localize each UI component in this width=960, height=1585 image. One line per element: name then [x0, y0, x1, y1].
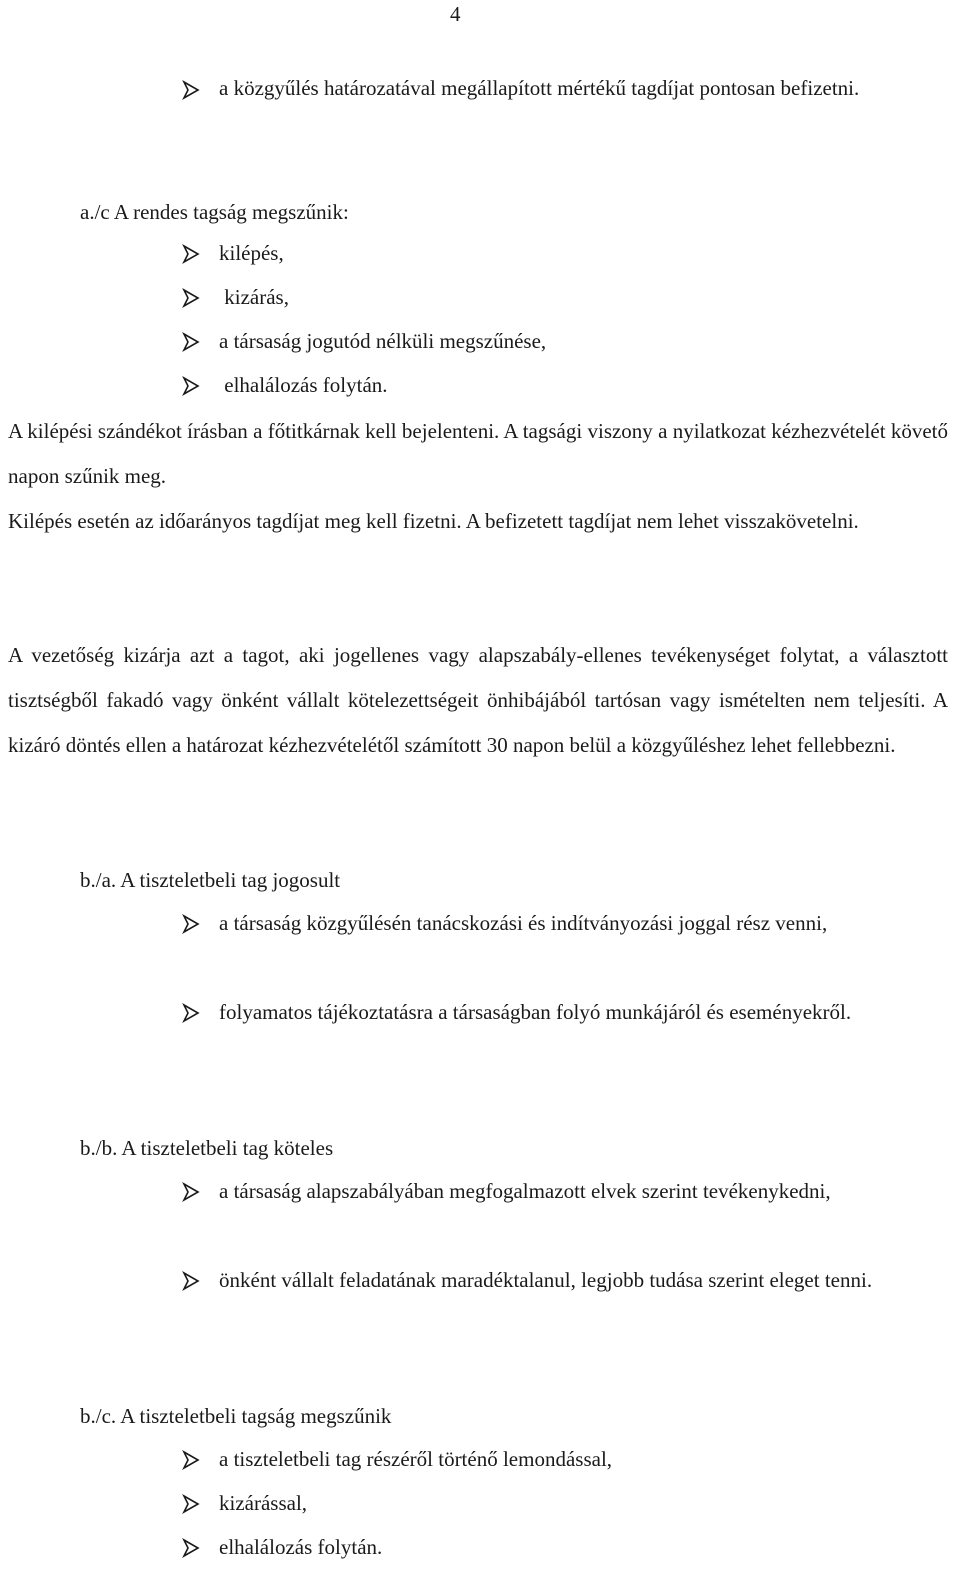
list-item: a társaság jogutód nélküli megszűnése, — [219, 329, 547, 353]
arrowhead-bullet-icon — [181, 80, 203, 104]
arrowhead-bullet-icon — [181, 1538, 203, 1562]
section-heading-bc: b./c. A tiszteletbeli tagság megszűnik — [80, 1404, 392, 1428]
list-item: kizárással, — [219, 1491, 308, 1515]
list-item: elhalálozás folytán. — [219, 1535, 383, 1559]
list-item: önként vállalt feladatának maradéktalanul, legjobb tudása szerint eleget tenni. — [219, 1268, 873, 1292]
arrowhead-bullet-icon — [181, 244, 203, 268]
paragraph: Kilépés esetén az időarányos tagdíjat meg kell fizetni. A befizetett tagdíjat nem lehet visszakövetelni. — [8, 509, 859, 533]
list-item: kilépés, — [219, 241, 284, 265]
arrowhead-bullet-icon — [181, 1271, 203, 1295]
paragraph: A kilépési szándékot írásban a főtitkárnak kell bejelenteni. A tagsági viszony a nyilatkozat kézhezvételét követő napon szűnik meg. — [8, 419, 948, 488]
list-item: a társaság közgyűlésén tanácskozási és indítványozási joggal rész venni, — [219, 911, 828, 935]
list-item: kizárás, — [219, 285, 289, 309]
arrowhead-bullet-icon — [181, 1450, 203, 1474]
page-number: 4 — [450, 2, 461, 26]
list-item: folyamatos tájékoztatásra a társaságban folyó munkájáról és eseményekről. — [219, 1000, 852, 1024]
arrowhead-bullet-icon — [181, 288, 203, 312]
arrowhead-bullet-icon — [181, 1494, 203, 1518]
list-item: elhalálozás folytán. — [219, 373, 388, 397]
arrowhead-bullet-icon — [181, 1003, 203, 1027]
arrowhead-bullet-icon — [181, 914, 203, 938]
list-item: a társaság alapszabályában megfogalmazott elvek szerint tevékenykedni, — [219, 1179, 831, 1203]
section-heading-bb: b./b. A tiszteletbeli tag köteles — [80, 1136, 334, 1160]
section-heading-ba: b./a. A tiszteletbeli tag jogosult — [80, 868, 341, 892]
list-item: a közgyűlés határozatával megállapított mértékű tagdíjat pontosan befizetni. — [219, 76, 860, 100]
list-item: a tiszteletbeli tag részéről történő lemondással, — [219, 1447, 613, 1471]
section-heading-ac: a./c A rendes tagság megszűnik: — [80, 200, 349, 224]
arrowhead-bullet-icon — [181, 1182, 203, 1206]
paragraph: A vezetőség kizárja azt a tagot, aki jogellenes vagy alapszabály-ellenes tevékenységet folytat, a választott tisztségből fakadó vagy önként vállalt kötelezettségeit önhibájából tartósan vagy ismételten nem teljesíti. A kizáró döntés ellen a határozat kézhezvételétől számított 30 napon belül a közgyűléshez lehet fellebbezni. — [8, 643, 948, 757]
arrowhead-bullet-icon — [181, 376, 203, 400]
arrowhead-bullet-icon — [181, 332, 203, 356]
